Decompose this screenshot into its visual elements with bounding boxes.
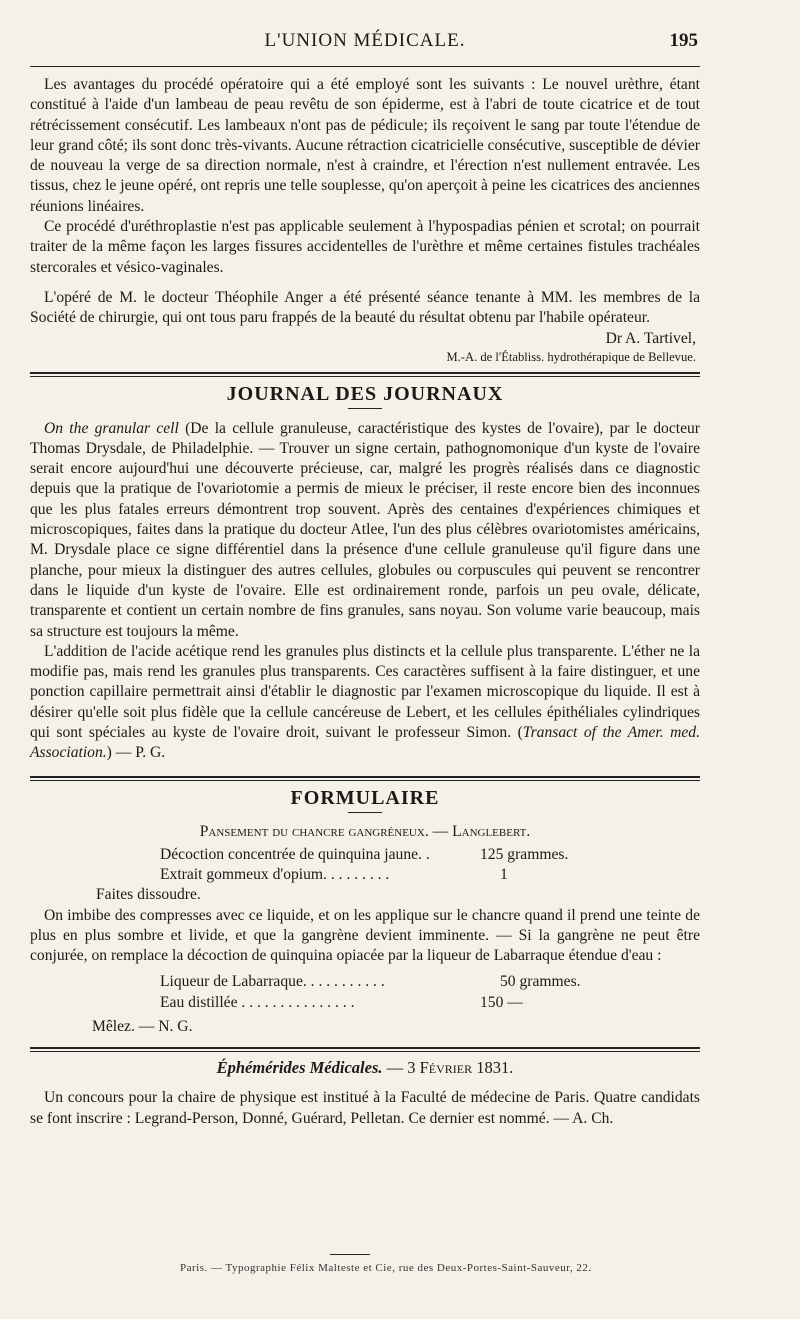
section-divider	[30, 372, 700, 377]
journal-paragraph-2-end: ) — P. G.	[106, 744, 166, 762]
ephemerides-text: Un concours pour la chaire de physique est institué à la Faculté de médecine de Paris. Quatre candidats se font inscrire : Legrand-Person, Donné, Guérard, Pelletan. Ce dernier est nommé. — A. Ch.	[30, 1089, 700, 1127]
signature-name: Dr A. Tartivel,	[605, 329, 696, 347]
journal-section-title: JOURNAL DES JOURNAUX	[226, 382, 504, 405]
ingredient-label: Décoction concentrée de quinquina jaune. .	[160, 845, 430, 863]
ingredient-amount: 150 —	[480, 993, 523, 1011]
page	[30, 26, 700, 1129]
title-underline	[348, 408, 382, 409]
journal-paragraph-1	[30, 419, 700, 642]
journal-paragraph-1-text: (De la cellule granuleuse, caractéristique des kystes de l'ovaire), par le docteur Thomas Drysdale, de Philadelphie. — Trouver un signe certain, pathognomonique d'un kyste de l'ovaire serait encore aujourd'hui une découverte précieuse, car, malgré les progrès réalisés dans ce diagnostic depuis que la pratique de l'ovariotomie a permis de mieux le préciser, il reste encore bien des inconnues que les plus fatales erreurs démontrent trop souvent. Après des centaines d'expériences chimiques et microscopiques, faites dans la pratique du docteur Atlee, l'un des plus célèbres ovariotomistes américains, M. Drysdale place ce signe différentiel dans la présence d'une cellule granuleuse qu'il figure dans une planche, pour mieux la distinguer des autres cellules, globules ou corpuscules qui peuvent se rencontrer dans le liquide d'un kyste de l'ovaire. Elle est ordinairement ronde, parfois un peu ovale, délicate, transparente et contient un certain nombre de fins granules, sans noyau. Son volume varie beaucoup, mais sa structure est toujours la même.	[30, 419, 700, 640]
printer-footer: Paris. — Typographie Félix Malteste et Cie, rue des Deux-Portes-Saint-Sauveur, 22.	[180, 1262, 592, 1274]
instruction-line: Mêlez. — N. G.	[92, 1017, 193, 1035]
article-paragraph-2: Ce procédé d'uréthroplastie n'est pas applicable seulement à l'hypospadias pénien et scrotal; on pourrait traiter de la même façon les larges fissures accidentelles de l'urèthre et même certaines fistules trachéales stercorales et vésico-vaginales.	[30, 218, 700, 276]
section-divider	[30, 1047, 700, 1052]
title-underline	[348, 812, 382, 813]
ingredient-amount: 125 grammes.	[480, 845, 569, 863]
ephemerides-date: — 3 Février 1831.	[386, 1058, 514, 1078]
signature-role: M.-A. de l'Établiss. hydrothérapique de Bellevue.	[446, 349, 696, 364]
journal-title: L'UNION MÉDICALE.	[264, 30, 466, 51]
ephemerides-heading: Éphémérides Médicales.	[216, 1058, 383, 1078]
journal-source: Transact of the Amer. med. Association.	[30, 724, 700, 762]
journal-paragraph-2-text: L'addition de l'acide acétique rend les granules plus distincts et la cellule plus transparente. L'éther ne la modifie pas, mais rend les granules plus transparents. Ces caractères suffisent à la faire distinguer, et une ponction capillaire permettrait ainsi d'établir le diagnostic par l'examen microscopique du liquide. Il est à désirer qu'elle soit plus fidèle que la cellule cancéreuse de Lebert, et les cellules épithéliales cylindriques qui sont spéciales au kyste de l'ovaire droit, suivant le professeur Simon. (	[30, 642, 700, 742]
instruction-line: Faites dissoudre.	[96, 886, 201, 904]
ingredient-amount: 1	[500, 865, 508, 883]
ingredient-label: Eau distillée . . . . . . . . . . . . . . .	[160, 993, 355, 1011]
ingredient-row	[160, 865, 700, 885]
footer-divider	[330, 1254, 370, 1255]
ingredient-label: Liqueur de Labarraque. . . . . . . . . . .	[160, 973, 385, 991]
formulaire-text: On imbibe des compresses avec ce liquide, et on les applique sur le chancre quand il prend une teinte de plus en plus sombre et livide, et que la gangrène devient imminente. — Si la gangrène ne peut être conjurée, on remplace la décoction de quinquina opiacée par la liqueur de Labarraque étendue d'eau :	[30, 906, 700, 965]
ingredient-row	[160, 972, 700, 992]
running-head	[30, 26, 700, 67]
section-divider	[30, 776, 700, 781]
recipe-title: Pansement du chancre gangréneux. — Langlebert.	[199, 822, 531, 840]
ingredient-amount: 50 grammes.	[500, 973, 581, 991]
article-paragraph-1: Les avantages du procédé opératoire qui a été employé sont les suivants : Le nouvel urèthre, étant constitué à l'aide d'un lambeau de peau revêtu de son épiderme, est à l'abri de toute cicatrice et de tout rétrécissement consécutif. Les lambeaux n'ont pas de pédicule; ils reçoivent le sang par toute l'étendue de leur grand côté; ils sont donc très-vivants. Aucune rétraction cicatricielle consécutive, susceptible de dévier de nouveau la verge de sa direction normale, n'est à craindre, et l'érection n'est nullement entravée. Les tissus, chez le jeune opéré, ont repris une telle souplesse, qu'on aperçoit à peine les cicatrices des anciennes réunions linéaires.	[30, 76, 700, 215]
ephemerides-title	[30, 1058, 700, 1078]
article-english-title: On the granular cell	[44, 419, 179, 437]
ingredient-label: Extrait gommeux d'opium. . . . . . . . .	[160, 865, 390, 883]
formulaire-section-title: FORMULAIRE	[290, 786, 440, 809]
page-number: 195	[669, 30, 698, 51]
journal-paragraph-2	[30, 642, 700, 764]
article-paragraph-3: L'opéré de M. le docteur Théophile Anger a été présenté séance tenante à MM. les membres de la Société de chirurgie, qui ont tous paru frappés de la beauté du résultat obtenu par l'habile opérateur.	[30, 288, 700, 327]
ingredient-row	[160, 845, 700, 865]
ingredient-row	[160, 993, 700, 1013]
